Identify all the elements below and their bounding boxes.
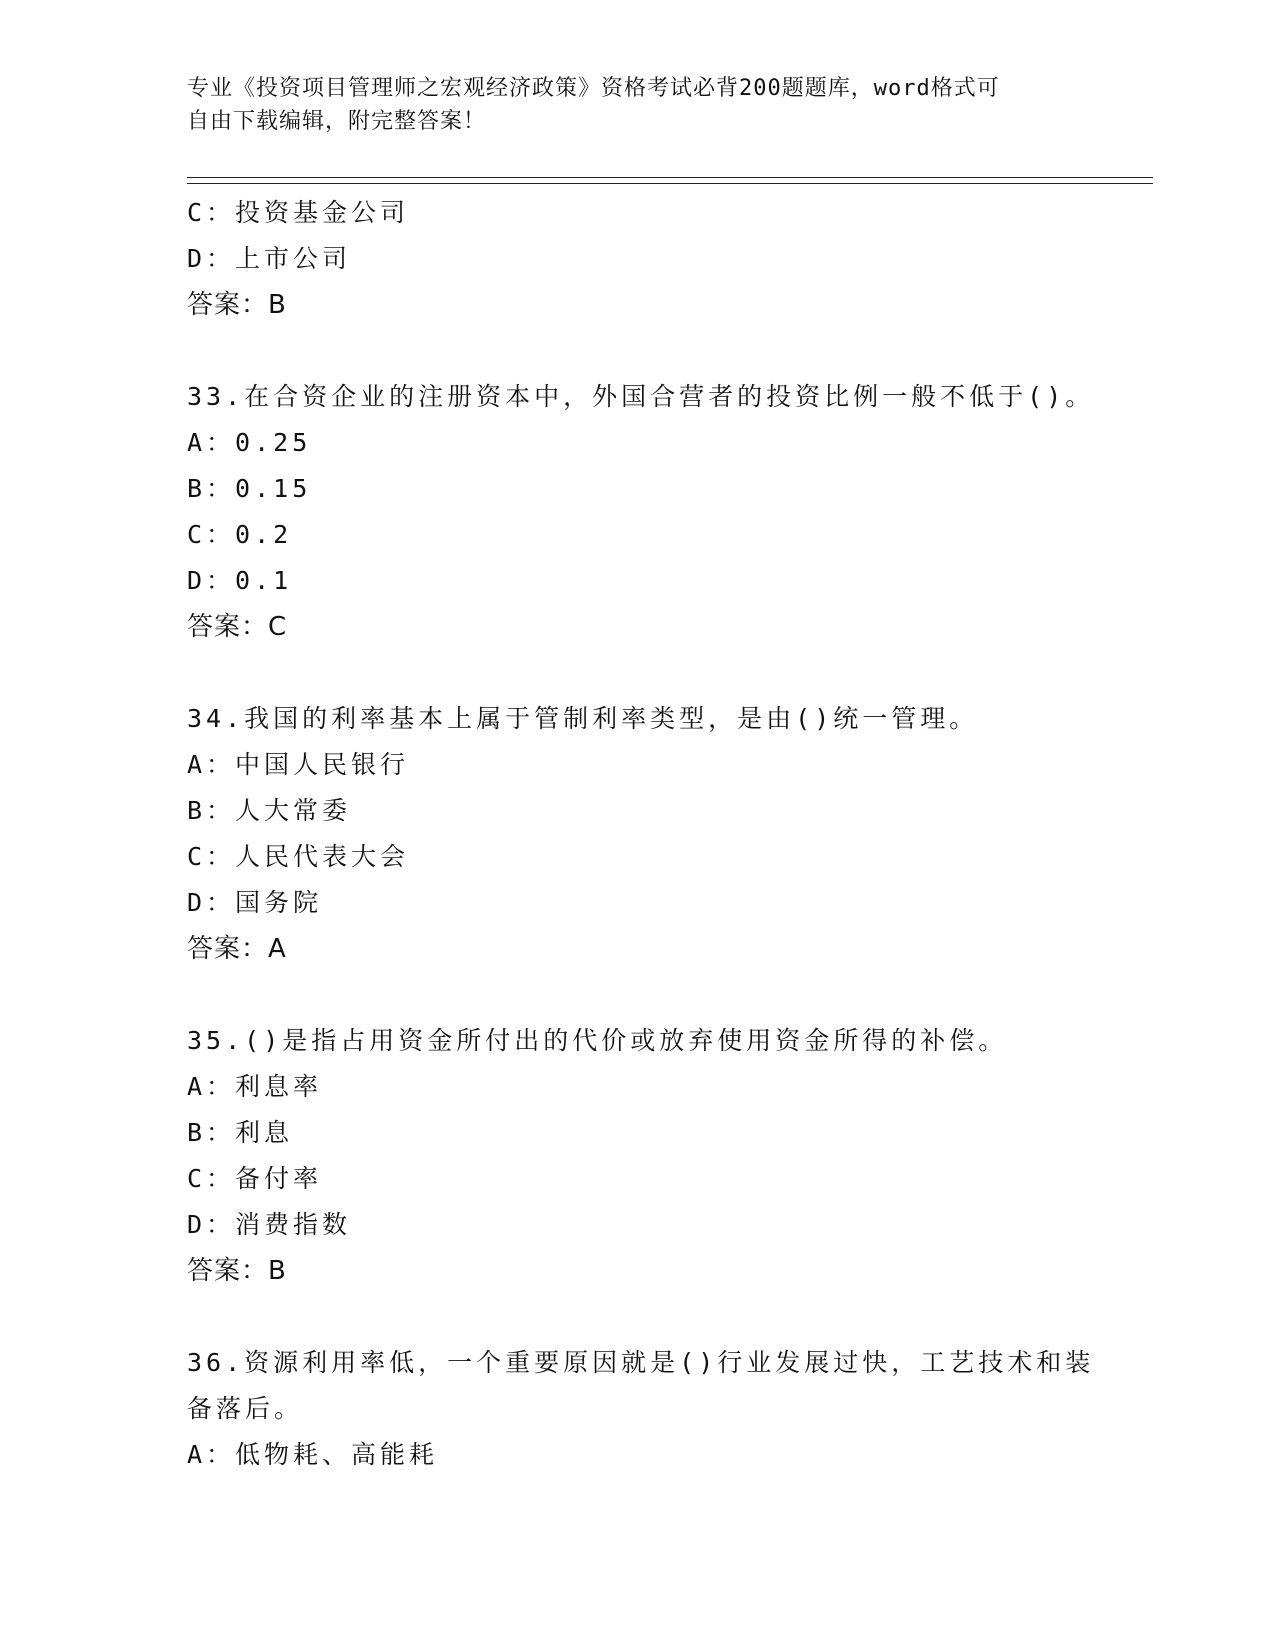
spacer [187,650,1067,696]
option-d: D：0.1 [187,566,293,595]
option-a: A：中国人民银行 [187,750,410,779]
option-c: C：投资基金公司 [187,198,410,227]
header-line-2: 自由下载编辑，附完整答案！ [187,109,487,134]
document-header [187,72,1067,138]
option-b: B：利息 [187,1118,294,1147]
option-d: D：国务院 [187,888,323,917]
option-a: A：低物耗、高能耗 [187,1440,439,1469]
question-text: 35.()是指占用资金所付出的代价或放弃使用资金所得的补偿。 [187,1026,1008,1055]
header-divider-top [187,177,1153,178]
option-b: B：0.15 [187,474,312,503]
question-35 [187,1018,1067,1294]
header-line-1: 专业《投资项目管理师之宏观经济政策》资格考试必背200题题库，word格式可 [187,76,1000,101]
answer-line: 答案：A [187,934,287,964]
option-b: B：人大常委 [187,796,352,825]
option-a: A：利息率 [187,1072,323,1101]
question-text: 33.在合资企业的注册资本中，外国合营者的投资比例一般不低于()。 [187,382,1095,411]
spacer [187,1294,1067,1340]
option-d: D：上市公司 [187,244,352,273]
question-33 [187,374,1095,650]
question-text: 34.我国的利率基本上属于管制利率类型，是由()统一管理。 [187,704,979,733]
question-text-line-2: 备落后。 [187,1394,304,1423]
option-a: A：0.25 [187,428,312,457]
question-32-tail [187,190,1067,328]
option-d: D：消费指数 [187,1210,352,1239]
question-34 [187,696,1067,972]
answer-line: 答案：C [187,612,288,642]
question-36 [187,1340,1095,1478]
header-divider-bottom [187,183,1153,184]
question-text-line-1: 36.资源利用率低，一个重要原因就是()行业发展过快，工艺技术和装 [187,1348,1095,1377]
option-c: C：备付率 [187,1164,323,1193]
spacer [187,972,1067,1018]
answer-line: 答案：B [187,1256,287,1286]
spacer [187,328,1067,374]
answer-line: 答案：B [187,290,287,320]
question-list [187,190,1095,1478]
option-c: C：人民代表大会 [187,842,410,871]
option-c: C：0.2 [187,520,293,549]
